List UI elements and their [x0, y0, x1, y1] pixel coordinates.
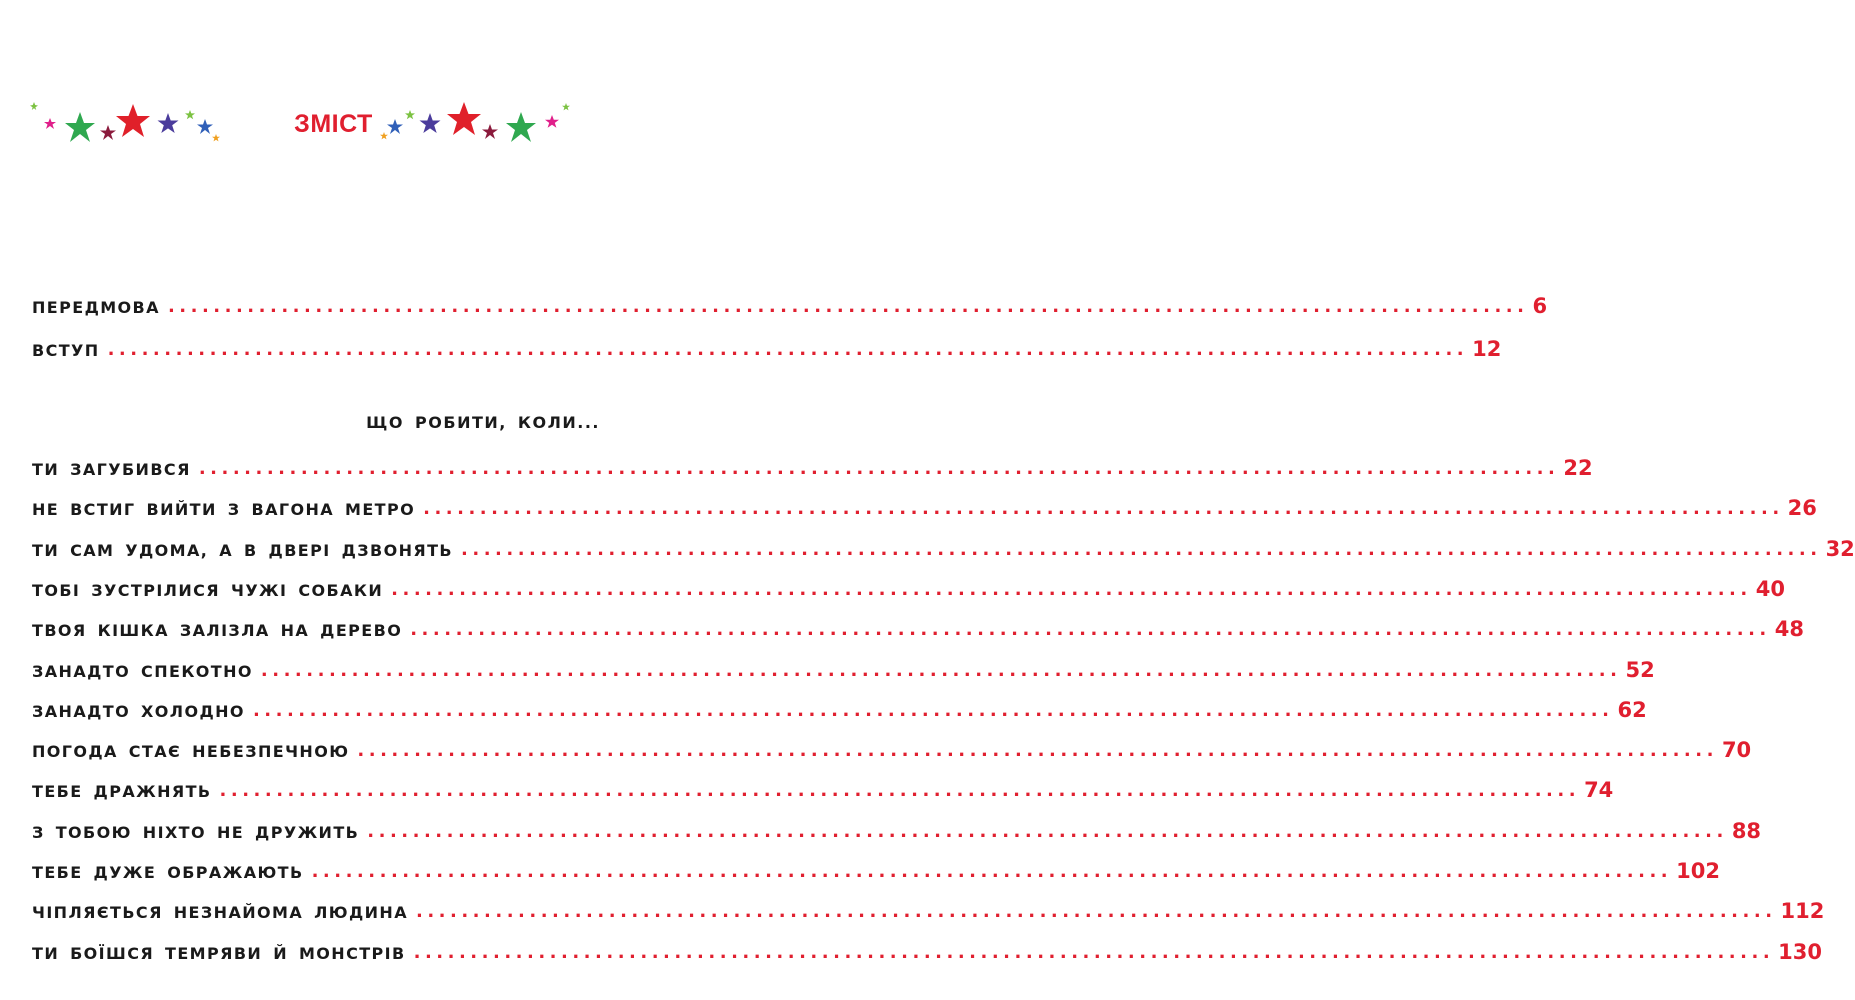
toc-entry-page: 112 — [1780, 899, 1825, 924]
toc-entry-title: ТЕБЕ ДУЖЕ ОБРАЖАЮТЬ — [32, 863, 304, 882]
toc-entry — [32, 772, 1614, 803]
toc-entry-page: 40 — [1755, 576, 1785, 601]
toc-entry-page: 32 — [1825, 536, 1855, 561]
toc-entry — [32, 652, 1655, 682]
toc-dot-leader: ........................................................................................................................ — [367, 820, 1728, 842]
toc-entry-title: ТЕБЕ ДРАЖНЯТЬ — [32, 782, 212, 802]
toc-entry — [32, 934, 1822, 964]
toc-header — [0, 100, 667, 150]
toc-dot-leader: ........................................................................................................................ — [415, 901, 1777, 923]
toc-entry-title: ПЕРЕДМОВА — [32, 298, 160, 317]
toc-entry-title: ЧІПЛЯЄТЬСЯ НЕЗНАЙОМА ЛЮДИНА — [32, 903, 408, 923]
toc-entry-page: 52 — [1625, 657, 1655, 682]
toc-dot-leader: ........................................................................................................................ — [461, 538, 1822, 560]
toc-entry-page: 62 — [1617, 697, 1647, 722]
toc-entry-page: 22 — [1563, 456, 1593, 480]
toc-entry-page: 102 — [1676, 859, 1720, 883]
toc-entry-title: ВСТУП — [32, 341, 100, 360]
toc-entry-title: ЗАНАДТО ХОЛОДНО — [32, 701, 245, 721]
toc-dot-leader: ........................................................................................................................ — [357, 740, 1718, 762]
toc-entry-title: З ТОБОЮ НІХТО НЕ ДРУЖИТЬ — [32, 822, 360, 842]
toc-entry-page: 70 — [1721, 738, 1752, 763]
toc-dot-leader: ........................................................................................................................ — [167, 296, 1529, 317]
toc-entry-title: ПОГОДА СТАЄ НЕБЕЗПЕЧНОЮ — [32, 742, 350, 762]
toc-dot-leader: ........................................................................................................................ — [252, 699, 1614, 721]
toc-entry-page: 6 — [1532, 294, 1548, 318]
toc-entry — [32, 490, 1817, 521]
toc-entry — [32, 732, 1752, 763]
toc-entry — [32, 331, 1502, 361]
toc-dot-leader: ........................................................................................................................ — [219, 780, 1581, 802]
toc-entry-page: 26 — [1787, 496, 1817, 521]
toc-dot-leader: ........................................................................................................................ — [423, 498, 1784, 520]
toc-entry-page: 48 — [1774, 617, 1804, 642]
toc-entry — [32, 531, 1855, 561]
toc-entry-page: 88 — [1731, 818, 1762, 843]
toc-entry — [32, 893, 1825, 924]
toc-entry — [32, 611, 1804, 642]
toc-entry-title: ТИ БОЇШСЯ ТЕМРЯВИ Й МОНСТРІВ — [32, 943, 406, 963]
toc-dot-leader: ........................................................................................................................ — [198, 458, 1560, 479]
toc-entry-title: НЕ ВСТИГ ВИЙТИ З ВАГОНА МЕТРО — [32, 500, 416, 520]
toc-entry-page: 130 — [1778, 939, 1822, 964]
toc-entry — [32, 692, 1647, 722]
toc-entry-page: 12 — [1472, 337, 1502, 361]
toc-entry — [32, 853, 1720, 883]
toc-entry-title: ТОБІ ЗУСТРІЛИСЯ ЧУЖІ СОБАКИ — [32, 580, 384, 600]
section-heading: ЩО РОБИТИ, КОЛИ... — [366, 413, 600, 432]
toc-entry-title: ТИ САМ УДОМА, А В ДВЕРІ ДЗВОНЯТЬ — [32, 540, 454, 560]
toc-entry-title: ЗАНАДТО СПЕКОТНО — [32, 661, 253, 681]
toc-dot-leader: ........................................................................................................................ — [311, 861, 1673, 882]
toc-entry — [32, 288, 1548, 318]
toc-entry-title: ТИ ЗАГУБИВСЯ — [32, 460, 191, 479]
toc-dot-leader: ........................................................................................................................ — [391, 578, 1752, 600]
toc-entry — [32, 450, 1593, 480]
toc-dot-leader: ........................................................................................................................ — [413, 941, 1775, 963]
page-title: ЗМІСТ — [294, 110, 373, 138]
toc-entry — [32, 571, 1785, 601]
toc-entry-title: ТВОЯ КІШКА ЗАЛІЗЛА НА ДЕРЕВО — [32, 621, 403, 641]
toc-entry-page: 74 — [1584, 778, 1614, 803]
toc-dot-leader: ........................................................................................................................ — [260, 659, 1622, 681]
toc-dot-leader: ........................................................................................................................ — [410, 619, 1771, 641]
decorative-stars-right-icon — [372, 100, 582, 150]
toc-dot-leader: ........................................................................................................................ — [107, 339, 1469, 360]
toc-entry — [32, 813, 1762, 843]
